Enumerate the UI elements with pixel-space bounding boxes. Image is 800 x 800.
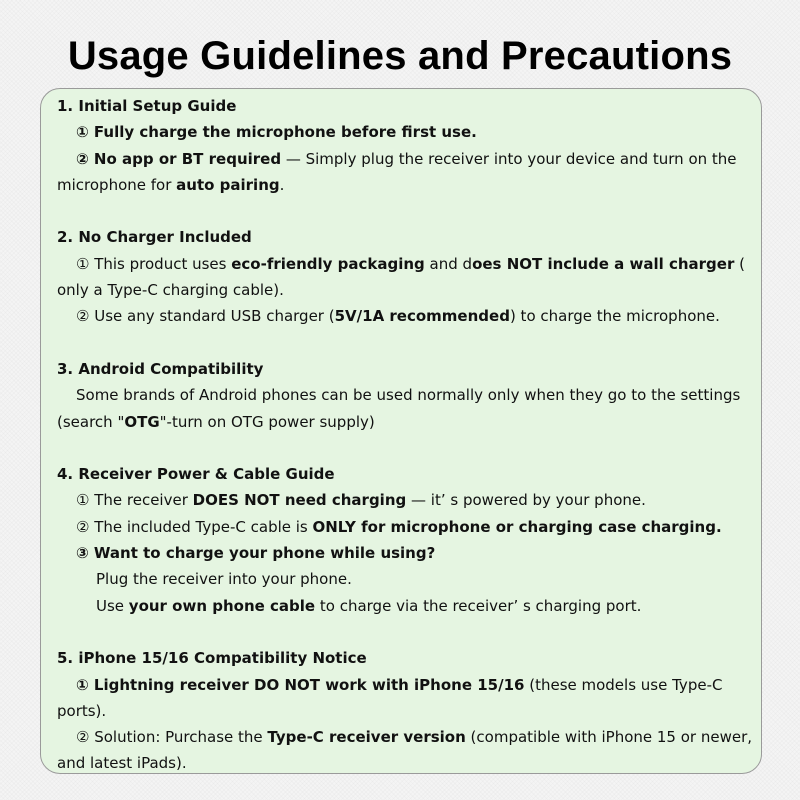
section-1-item-2: ② No app or BT required — Simply plug the receiver into your device and turn on the [76, 149, 737, 168]
section-4-item-1: ① The receiver DOES NOT need charging — it’ s powered by your phone. [76, 491, 646, 510]
section-2-heading: 2. No Charger Included [57, 228, 252, 247]
section-4-item-3-line-2: Use your own phone cable to charge via the receiver’ s charging port. [96, 596, 642, 615]
section-2-item-2: ② Use any standard USB charger (5V/1A recommended) to charge the microphone. [76, 307, 720, 326]
section-3-heading: 3. Android Compatibility [57, 359, 264, 378]
section-1-heading: 1. Initial Setup Guide [57, 97, 237, 115]
section-4-item-2: ② The included Type-C cable is ONLY for microphone or charging case charging. [76, 517, 722, 536]
section-1-item-2-cont: microphone for auto pairing. [57, 175, 285, 194]
section-2-item-1: ① This product uses eco-friendly packaging and does NOT include a wall charger ( [76, 254, 745, 273]
section-5-item-1: ① Lightning receiver DO NOT work with iPhone 15/16 (these models use Type-C [76, 675, 723, 694]
page-title: Usage Guidelines and Precautions [67, 34, 733, 78]
section-5-heading: 5. iPhone 15/16 Compatibility Notice [57, 649, 367, 668]
section-5-item-1-cont: ports). [57, 701, 107, 720]
section-3-line-1: Some brands of Android phones can be used normally only when they go to the settings [76, 386, 741, 405]
section-2-item-1-cont: only a Type-C charging cable). [57, 281, 284, 300]
section-1-item-1: ① Fully charge the microphone before first use. [76, 123, 477, 142]
section-4-item-3: ③ Want to charge your phone while using? [76, 544, 436, 563]
section-5-item-2: ② Solution: Purchase the Type-C receiver version (compatible with iPhone 15 or newer, [76, 728, 753, 747]
section-4-item-3-line-1: Plug the receiver into your phone. [96, 570, 352, 589]
guidelines-panel [40, 88, 762, 774]
section-3-line-2: (search "OTG"-turn on OTG power supply) [57, 412, 375, 431]
section-5-item-2-cont: and latest iPads). [57, 754, 187, 773]
section-4-heading: 4. Receiver Power & Cable Guide [57, 465, 335, 484]
